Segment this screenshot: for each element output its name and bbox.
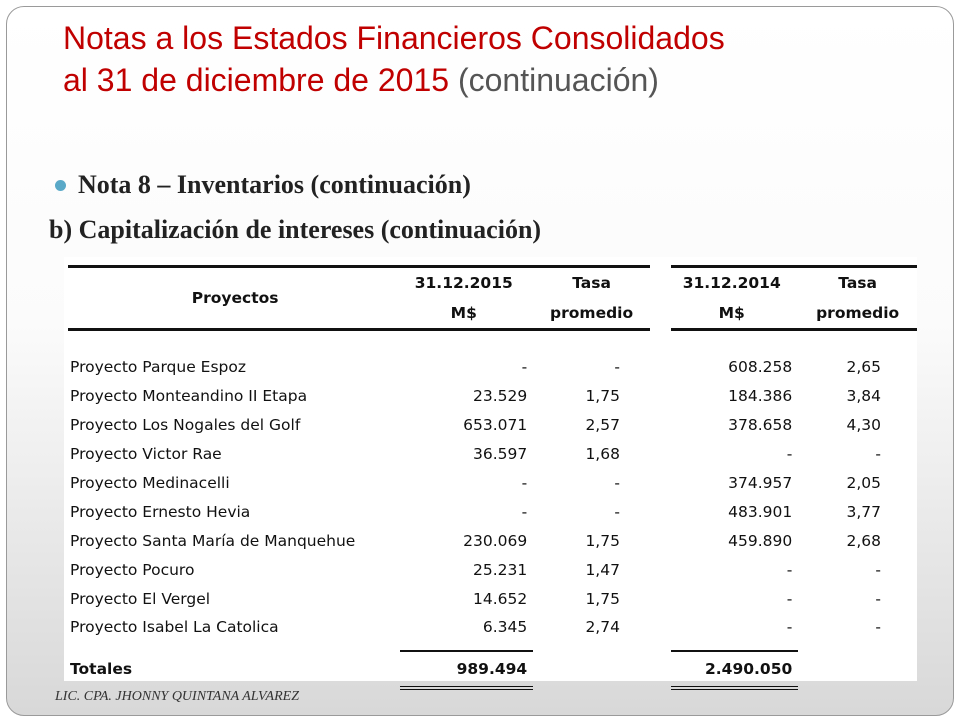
rate-2014: - — [875, 589, 881, 608]
rate-2015: - — [614, 358, 620, 377]
amount-2015: 25.231 — [472, 560, 528, 579]
table-row — [68, 411, 917, 440]
rate-2014: - — [875, 445, 881, 464]
column-gap — [650, 440, 671, 469]
amount-2015: - — [521, 502, 528, 521]
column-gap — [650, 651, 671, 688]
subheading: b) Capitalización de intereses (continuación) — [49, 215, 542, 244]
amount-2015: 6.345 — [482, 618, 528, 637]
project-name: Proyecto Monteandino II Etapa — [70, 387, 308, 406]
column-gap — [650, 469, 671, 498]
amount-2014: 459.890 — [728, 531, 793, 550]
amount-2014: - — [786, 618, 793, 637]
rate-2014: 4,30 — [846, 416, 881, 435]
column-gap — [650, 411, 671, 440]
project-name: Proyecto Ernesto Hevia — [70, 502, 251, 521]
header-rate-2014-top: Tasa — [798, 267, 917, 299]
amount-2014: 374.957 — [728, 474, 793, 492]
rate-2015: 2,74 — [585, 618, 620, 637]
amount-2015: - — [521, 474, 528, 492]
amount-2015: 36.597 — [472, 445, 528, 464]
amount-2014: - — [786, 560, 793, 579]
amount-2014: - — [786, 445, 793, 464]
rate-2014: - — [875, 618, 881, 637]
table-row — [68, 584, 917, 613]
rate-2015: - — [614, 474, 620, 492]
title-continuation: (continuación) — [457, 62, 659, 98]
rate-2015: 2,57 — [585, 416, 620, 435]
amount-2014: 378.658 — [728, 416, 793, 435]
amount-2014: 608.258 — [728, 358, 793, 377]
header-unit-2014: M$ — [671, 298, 798, 330]
header-rate-2015-top: Tasa — [533, 267, 650, 299]
amount-2015: 14.652 — [472, 589, 528, 608]
table-row — [68, 382, 917, 411]
rate-2014: 3,84 — [846, 387, 881, 406]
amount-2015: 230.069 — [463, 531, 528, 550]
header-rate-2014-bottom: promedio — [798, 298, 917, 330]
total-2015: 989.494 — [400, 651, 533, 688]
amount-2015: - — [521, 358, 528, 377]
project-name: Proyecto Pocuro — [70, 560, 195, 579]
column-gap — [650, 526, 671, 555]
total-rate-2015 — [533, 651, 650, 688]
column-gap — [650, 613, 671, 642]
header-unit-2015: M$ — [400, 298, 533, 330]
amount-2014: 184.386 — [728, 387, 793, 406]
header-date-2015: 31.12.2015 — [400, 267, 533, 299]
spacer-row — [68, 642, 917, 651]
totals-row — [68, 651, 917, 688]
rate-2014: 3,77 — [846, 502, 881, 521]
table-row — [68, 555, 917, 584]
rate-2015: 1,47 — [585, 560, 620, 579]
total-2014: 2.490.050 — [671, 651, 798, 688]
project-name: Proyecto Victor Rae — [70, 445, 222, 464]
bullet-dot-icon — [55, 180, 66, 191]
column-gap — [650, 497, 671, 526]
table-row — [68, 353, 917, 382]
bullet-note — [55, 167, 471, 203]
total-rate-2014 — [798, 651, 917, 688]
bullet-text: Nota 8 – Inventarios (continuación) — [78, 170, 471, 199]
table-header-row-1 — [68, 267, 917, 299]
amount-2015: 653.071 — [463, 416, 528, 435]
interest-capitalization-table — [64, 257, 917, 681]
rate-2015: 1,75 — [585, 531, 620, 550]
rate-2014: 2,65 — [846, 358, 881, 377]
title-line-2 — [63, 59, 923, 101]
rate-2015: - — [614, 502, 620, 521]
project-name: Proyecto Parque Espoz — [70, 358, 247, 377]
rate-2014: 2,05 — [846, 474, 881, 492]
column-gap — [650, 584, 671, 613]
project-name: Proyecto Los Nogales del Golf — [70, 416, 301, 435]
table-row — [68, 526, 917, 555]
table-row — [68, 613, 917, 642]
project-name: Proyecto Medinacelli — [70, 474, 230, 492]
totals-label: Totales — [70, 660, 133, 679]
table-row — [68, 440, 917, 469]
table-row — [68, 497, 917, 526]
column-gap — [650, 555, 671, 584]
rate-2014: 2,68 — [846, 531, 881, 550]
amount-2014: - — [786, 589, 793, 608]
table-row — [68, 469, 917, 498]
amount-2014: 483.901 — [728, 502, 793, 521]
slide-title — [63, 17, 923, 101]
rate-2015: 1,75 — [585, 387, 620, 406]
slide — [6, 6, 954, 716]
header-rate-2015-bottom: promedio — [533, 298, 650, 330]
header-date-2014: 31.12.2014 — [671, 267, 798, 299]
data-table — [68, 265, 917, 690]
title-line-2-text: al 31 de diciembre de 2015 — [63, 62, 450, 98]
project-name: Proyecto Isabel La Catolica — [70, 618, 279, 637]
project-name: Proyecto Santa María de Manquehue — [70, 531, 356, 550]
rate-2015: 1,75 — [585, 589, 620, 608]
header-gap — [650, 267, 671, 299]
title-line-1: Notas a los Estados Financieros Consolidados — [63, 20, 725, 56]
amount-2015: 23.529 — [472, 387, 528, 406]
spacer-row — [68, 330, 917, 354]
rate-2015: 1,68 — [585, 445, 620, 464]
header-gap — [650, 298, 671, 330]
table-body — [68, 330, 917, 688]
column-gap — [650, 353, 671, 382]
column-gap — [650, 382, 671, 411]
rate-2014: - — [875, 560, 881, 579]
footer-author: LIC. CPA. JHONNY QUINTANA ALVAREZ — [55, 689, 299, 704]
header-projects: Proyectos — [68, 267, 400, 330]
project-name: Proyecto El Vergel — [70, 589, 211, 608]
